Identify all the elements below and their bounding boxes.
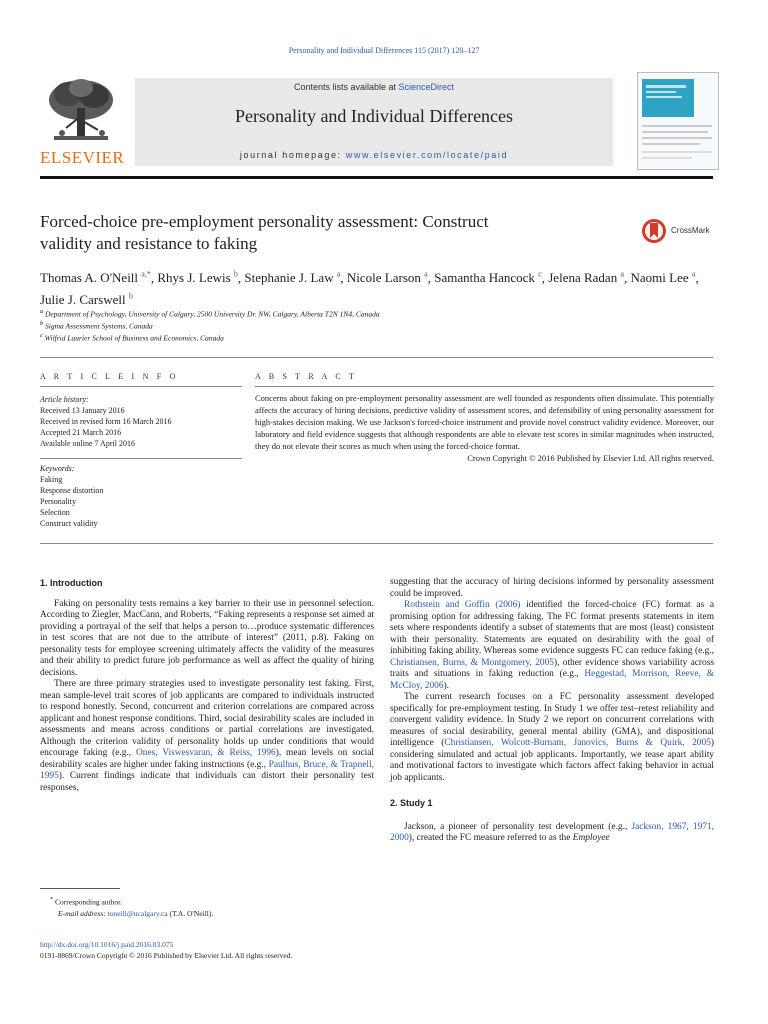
paragraph: Jackson, a pioneer of personality test development (e.g., Jackson, 1967, 1971, 2000), created the FC measure referred to as the Employee	[390, 821, 714, 843]
affiliation: $^b$ Sigma Assessment Systems, Canada	[40, 320, 153, 331]
citation-link[interactable]: Heggestad, Morrison, Reeve, & McCloy, 2006	[390, 669, 714, 691]
journal-cover-image	[637, 72, 719, 170]
abstract-copyright: Crown Copyright © 2016 Published by Elsevier Ltd. All rights reserved.	[467, 453, 714, 463]
journal-banner	[135, 78, 613, 166]
abstract-heading: A B S T R A C T	[255, 372, 358, 381]
history-item: Received 13 January 2016	[40, 406, 125, 415]
author[interactable]: Naomi Lee $^a$	[630, 270, 696, 286]
email-link[interactable]: toneill@ucalgary.ca	[107, 908, 168, 918]
author[interactable]: Nicole Larson $^a$	[346, 270, 428, 286]
author[interactable]: Thomas A. O'Neill $^{a,*}$	[40, 270, 151, 286]
keyword: Construct validity	[40, 519, 98, 528]
article-history	[40, 394, 242, 449]
section-heading-study1: 2. Study 1	[390, 798, 433, 808]
paragraph: There are three primary strategies used to investigate personality test faking. First, mean sample-level trait scores of job applicants are compared to individuals instructed to respond honestly. Second, concurrent and criterion correlations are compared across applicant and honest response conditions. Third, social desirability scales are included in assessments and means across conditions or partial correlations are investigated. Although the criterion validity of personality holds up under conditions that would encourage faking (e.g., Ones, Viswesvaran, & Reiss, 1996), mean levels on social desirability scales are higher under faking instructions (e.g., Paulhus, Bruce, & Trapnell, 1995). Current findings indicate that individuals can distort their personality test responses,	[40, 679, 374, 793]
author[interactable]: Julie J. Carswell $^b$	[40, 291, 133, 307]
divider	[40, 458, 242, 459]
history-label: Article history:	[40, 395, 89, 404]
paper-title-line2: validity and resistance to faking	[40, 234, 258, 253]
history-item: Received in revised form 16 March 2016	[40, 417, 172, 426]
author[interactable]: Stephanie J. Law $^a$	[244, 270, 341, 286]
keywords-label: Keywords:	[40, 464, 75, 473]
citation-link[interactable]: Paulhus, Bruce, & Trapnell, 1995	[40, 759, 374, 781]
author[interactable]: Rhys J. Lewis $^b$	[157, 270, 238, 286]
citation-link[interactable]: 1967, 1971, 2000	[390, 821, 714, 843]
divider	[40, 357, 713, 358]
sciencedirect-link[interactable]: ScienceDirect	[398, 82, 455, 92]
keyword: Response distortion	[40, 486, 104, 495]
crossmark-icon	[641, 218, 667, 244]
footnote: * Corresponding author. E-mail address: toneill@ucalgary.ca (T.A. O'Neill).	[50, 896, 214, 918]
header-divider	[40, 176, 713, 179]
homepage-prefix: journal homepage:	[239, 150, 346, 160]
journal-citation[interactable]: Personality and Individual Differences 115 (2017) 120–127	[288, 46, 480, 55]
citation-link[interactable]: Rothstein and Goffin (2006)	[404, 600, 521, 610]
doi-link[interactable]: http://dx.doi.org/10.1016/j.paid.2016.03.075	[40, 940, 174, 949]
citation-link[interactable]: Ones, Viswesvaran, & Reiss, 1996	[136, 748, 276, 758]
cover-illustration	[638, 73, 718, 169]
paragraph: Faking on personality tests remains a key barrier to their use in personnel selection. According to Ziegler, MacCann, and Roberts, “Faking represents a response set aimed at providing a portrayal of the self that helps a person to…produce systematic differences in test scores that are not due to the attribute of interest” (2011, p.8). Faking on personality tests for employee screening ultimately affects the validity of the measures and their ability to predict future job performance as well as affect the quality of hiring decisions.	[40, 598, 374, 678]
article-info-heading: A R T I C L E I N F O	[40, 372, 179, 381]
paragraph: suggesting that the accuracy of hiring decisions informed by personality assessment could be improved.	[390, 577, 714, 599]
keywords	[40, 463, 242, 529]
left-column	[40, 578, 374, 794]
paragraph: Rothstein and Goffin (2006) identified the forced-choice (FC) format as a promising option for addressing faking. The FC format presents statements in item sets where respondents identify a subset of statements that are most (least) consistent with their personality. Statements are equated on desirability with the goal of inhibiting faking ability. Whereas some evidence suggests FC can reduce faking (e.g., Christiansen, Burns, & Montgomery, 2005), other evidence shows variability across traits and situations in faking reduction (e.g., Heggestad, Morrison, Reeve, & McCloy, 2006).	[390, 600, 715, 691]
elsevier-logo	[40, 78, 125, 167]
footer-copyright: 0191-8869/Crown Copyright © 2016 Published by Elsevier Ltd. All rights reserved.	[40, 951, 293, 960]
right-column	[390, 577, 714, 845]
history-item: Accepted 21 March 2016	[40, 428, 122, 437]
keyword: Personality	[40, 497, 76, 506]
citation-link[interactable]: Christiansen, Burns, & Montgomery, 2005	[390, 657, 554, 668]
paragraph: The current research focuses on a FC personality assessment developed specifically for pre-employment testing. In Study 1 we offer test–retest reliability and convergent validity evidence. In Study 2 we report on concurrent correlations with measures of social desirability, general mental ability (GMA), and dispositional intelligence (Christiansen, Wolcott-Burnam, Janovics, Burns & Quirk, 2005) considering simulated and actual job applicants. Importantly, we tease apart ability and motivational factors to investigate which factors affect faking behavior in actual job applicants.	[390, 692, 714, 783]
footnote-rule	[40, 888, 120, 889]
divider	[40, 543, 713, 544]
homepage-link[interactable]: www.elsevier.com/locate/paid	[345, 150, 509, 160]
paper-title-line1: Forced-choice pre-employment personality assessment: Construct	[40, 212, 489, 231]
corresponding-author: Corresponding author.	[55, 897, 123, 907]
publisher-name: ELSEVIER	[40, 148, 125, 167]
homepage-line	[135, 150, 613, 160]
keyword: Faking	[40, 475, 63, 484]
divider	[40, 386, 242, 387]
section-heading-introduction: 1. Introduction	[40, 578, 103, 588]
journal-title: Personality and Individual Differences	[234, 106, 514, 126]
contents-line	[135, 82, 613, 92]
citation-link[interactable]: Christiansen, Wolcott-Burnam, Janovics, Burns & Quirk, 2005	[444, 738, 711, 748]
author[interactable]: Samantha Hancock $^c$	[434, 270, 542, 286]
author[interactable]: Jelena Radan $^a$	[548, 270, 625, 286]
abstract-text: Concerns about faking on pre-employment personality assessment are well founded as respondents often dissimulate. This potentially affects the accuracy of hiring decisions, predictive validity of assessment scores, and defensibility of using personality assessment for high-stakes decision making. We use Jackson's forced-choice instrument and provide novel construct validity evidence. Moreover, our laboratory and field evidence suggests that although respondents are able to elevate test scores in similar magnitudes when instructed, they do not elevate their scores as much when using the forced-choice format. Crown Copyright © 2016 Published by Elsevier Ltd. All rights reserved.	[255, 393, 714, 463]
contents-prefix: Contents lists available at	[293, 82, 399, 92]
divider	[255, 386, 714, 387]
crossmark-label: CrossMark	[671, 226, 710, 235]
keyword: Selection	[40, 508, 70, 517]
author-list: Thomas A. O'Neill $^{a,*}$, Rhys J. Lewis $^b$, Stephanie J. Law $^a$, Nicole Larson $^a$, Samantha Hancock $^c$, Jelena Radan $^a$, Naomi Lee $^a$, Julie J. Carswell $^b$	[40, 270, 699, 307]
crossmark-badge[interactable]	[641, 216, 721, 246]
history-item: Available online 7 April 2016	[40, 439, 135, 448]
affiliation: $^a$ Department of Psychology, University of Calgary, 2500 University Dr. NW, Calgary, Alberta T2N 1N4, Canada	[40, 308, 380, 319]
elsevier-tree-icon	[46, 78, 116, 144]
affiliation: $^c$ Wilfrid Laurier School of Business and Economics, Canada	[40, 332, 224, 343]
citation-link[interactable]: Jackson,	[631, 821, 664, 832]
paper-title	[40, 211, 600, 255]
